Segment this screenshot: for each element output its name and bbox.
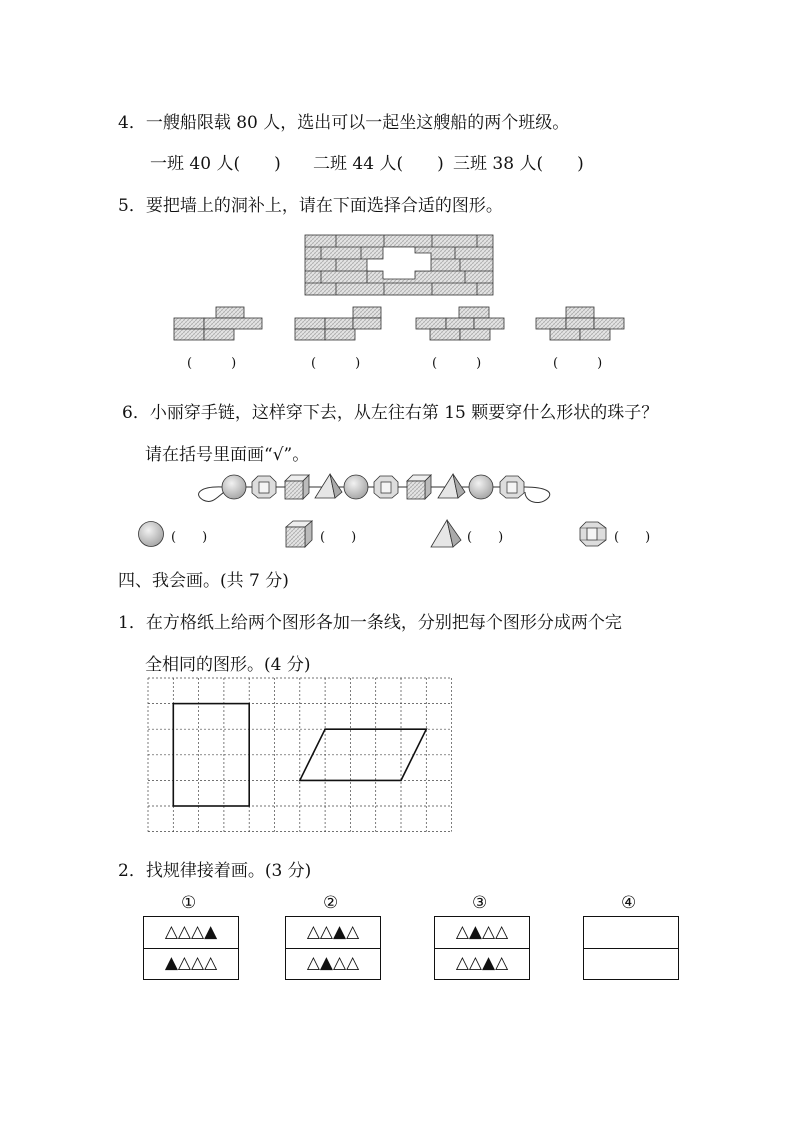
- pattern-row-1: △△▲△: [286, 917, 380, 949]
- choice-hexagon-bracket[interactable]: ( ): [614, 530, 651, 545]
- pattern-label-1: ①: [181, 893, 197, 913]
- choice-sphere-bracket[interactable]: ( ): [171, 530, 208, 545]
- bead-pyramid-icon: [438, 474, 465, 498]
- choice-sphere-icon: [137, 520, 165, 548]
- bead-pyramid-icon: [315, 474, 342, 498]
- pattern-box-2: [285, 916, 381, 980]
- pattern-box-3: [434, 916, 530, 980]
- pattern-row-2: ▲△△△: [164, 953, 218, 973]
- question-6-line2: 请在括号里面画“√”。: [145, 445, 310, 465]
- brick-wall-with-hole: [305, 235, 495, 297]
- grid-paper[interactable]: [148, 678, 452, 832]
- pattern-row-1: △▲△△: [435, 917, 529, 949]
- draw-1-line1: 1．在方格纸上给两个图形各加一条线，分别把每个图形分成两个完: [118, 613, 622, 633]
- bead-hexagon-icon: [252, 476, 276, 498]
- bracelet: [195, 462, 560, 512]
- patch-1-bracket[interactable]: ( ): [187, 356, 237, 371]
- choice-cube-icon: [284, 519, 314, 549]
- bead-hexagon-icon: [374, 476, 398, 498]
- patch-option-1: [174, 306, 264, 342]
- pattern-label-3: ③: [472, 893, 488, 913]
- pattern-label-2: ②: [323, 893, 339, 913]
- patch-option-4: [536, 306, 626, 342]
- bead-sphere-icon: [344, 475, 368, 499]
- bead-sphere-icon: [222, 475, 246, 499]
- choice-pyramid-icon: [429, 519, 463, 549]
- parallelogram-shape: [300, 729, 427, 780]
- pattern-row-2[interactable]: [584, 948, 678, 979]
- pattern-label-4: ④: [621, 893, 637, 913]
- patch-2-bracket[interactable]: ( ): [311, 356, 361, 371]
- draw-2-text: 2．找规律接着画。(3 分): [118, 861, 312, 881]
- draw-1-line2: 全相同的图形。(4 分): [145, 655, 311, 675]
- patch-4-bracket[interactable]: ( ): [553, 356, 603, 371]
- patch-option-3: [416, 306, 506, 342]
- choice-cube-bracket[interactable]: ( ): [320, 530, 357, 545]
- option-class-1: 一班 40 人( ): [150, 154, 281, 174]
- pattern-row-2: △△▲△: [455, 953, 509, 973]
- bead-sphere-icon: [469, 475, 493, 499]
- option-class-3: 三班 38 人( ): [453, 154, 584, 174]
- patch-option-2: [295, 306, 385, 342]
- pattern-box-1: [143, 916, 239, 980]
- bead-hexagon-icon: [500, 476, 524, 498]
- question-4-text: 4．一艘船限载 80 人，选出可以一起坐这艘船的两个班级。: [118, 113, 570, 133]
- section-4-title: 四、我会画。(共 7 分): [118, 571, 289, 591]
- choice-hexagon-icon: [578, 520, 608, 548]
- question-5-text: 5．要把墙上的洞补上，请在下面选择合适的图形。: [118, 196, 503, 216]
- patch-3-bracket[interactable]: ( ): [432, 356, 482, 371]
- question-6-line1: 6．小丽穿手链，这样穿下去，从左往右第 15 颗要穿什么形状的珠子？: [122, 403, 659, 423]
- pattern-row-1[interactable]: [584, 917, 678, 949]
- choice-pyramid-bracket[interactable]: ( ): [467, 530, 504, 545]
- pattern-box-4[interactable]: [583, 916, 679, 980]
- option-class-2: 二班 44 人( ): [313, 154, 444, 174]
- pattern-row-1: △△△▲: [144, 917, 238, 949]
- bead-cube-icon: [407, 475, 431, 499]
- pattern-row-2: △▲△△: [306, 953, 360, 973]
- bead-cube-icon: [285, 475, 309, 499]
